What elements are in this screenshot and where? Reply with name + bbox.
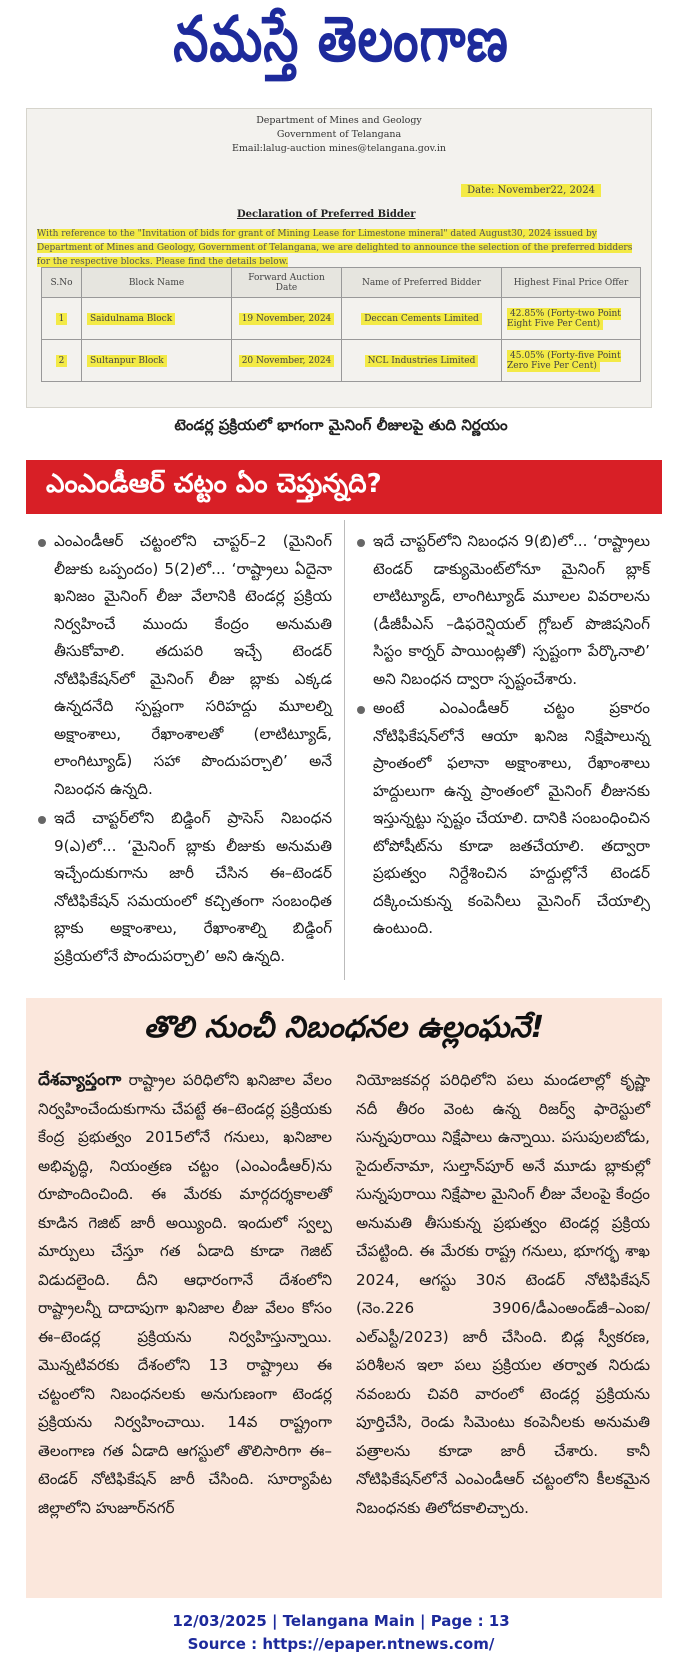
section-heading-mmdr: ఎంఎండీఆర్ చట్టం ఏం చెప్తున్నది?: [26, 460, 662, 514]
dept-email: Email:lalug-auction mines@telangana.gov.in: [231, 143, 447, 154]
cell-date: 19 November, 2024: [232, 298, 342, 340]
cell-date: 20 November, 2024: [232, 340, 342, 382]
document-date: Date: November22, 2024: [461, 184, 601, 197]
header-sno: S.No: [42, 268, 82, 298]
cell-price: 45.05% (Forty-five Point Zero Five Per Cent): [502, 340, 641, 382]
cell-price: 42.85% (Forty-two Point Eight Five Per Cent): [502, 298, 641, 340]
bidder-table: [41, 267, 641, 382]
right-column: [344, 1066, 662, 1522]
bullet-paragraph: ఎంఎండీఆర్ చట్టంలోని చాప్టర్–2 (మైనింగ్ లీజుకు ఒప్పందం) 5(2)లో... ‘రాష్ట్రాలు ఏదైనా ఖనిజం మైనింగ్ లీజు వేలానికి టెండర్ల ప్రక్రియ నిర్వహించే ముందు కేంద్రం అనుమతి తీసుకోవాలి. తదుపరి ఇచ్చే టెండర్ నోటిఫికేషన్‌లో మైనింగ్ లీజు బ్లాకు ఎక్కడ ఉన్నదనేది స్పష్టంగా సరిహద్దు మూలల్ని అక్షాంశాలు, రేఖాంశాలతో (లాటిట్యూడ్, లాంగిట్యూడ్) సహా పొందుపర్చాలి’ అనే నిబంధన ఉన్నది.: [36, 528, 332, 803]
footer-date-page: 12/03/2025 | Telangana Main | Page : 13: [172, 1612, 510, 1630]
table-row: [42, 298, 641, 340]
left-column: [26, 520, 344, 980]
footer-source: Source : https://epaper.ntnews.com/: [187, 1635, 495, 1653]
dept-name: Department of Mines and Geology: [256, 115, 422, 126]
header-bidder: Name of Preferred Bidder: [342, 268, 502, 298]
page-footer: [0, 1610, 682, 1656]
cell-bidder: NCL Industries Limited: [342, 340, 502, 382]
bullet-paragraph: ఇదే చాప్టర్‌లోని బిడ్డింగ్ ప్రాసెస్ నిబంధన 9(ఎ)లో... ‘మైనింగ్ బ్లాకు లీజుకు అనుమతి ఇచ్చేందుకుగాను జారీ చేసిన ఈ–టెండర్ నోటిఫికేషన్ సమయంలో కచ్చితంగా సంబంధిత బ్లాకు అక్షాంశాలు, రేఖాంశాల్ని బిడ్డింగ్ ప్రక్రియలోనే పొందుపర్చాలి’ అని ఉన్నది.: [36, 805, 332, 970]
photo-caption: టెండర్ల ప్రక్రియలో భాగంగా మైనింగ్ లీజులపై తుది నిర్ణయం: [174, 416, 508, 434]
newspaper-title: నమస్తే తెలంగాణ: [173, 3, 509, 76]
declaration-heading: Declaration of Preferred Bidder: [237, 209, 416, 220]
section-mmdr-body: [26, 520, 662, 980]
header-date: Forward Auction Date: [232, 268, 342, 298]
cell-sno: 1: [42, 298, 82, 340]
cell-block: Sultanpur Block: [82, 340, 232, 382]
left-column: [26, 1066, 344, 1522]
header-block: Block Name: [82, 268, 232, 298]
cell-sno: 2: [42, 340, 82, 382]
header-price: Highest Final Price Offer: [502, 268, 641, 298]
table-row: [42, 340, 641, 382]
table-header-row: [42, 268, 641, 298]
right-column: [344, 520, 662, 980]
masthead: [0, 0, 682, 95]
cell-block: Saidulnama Block: [82, 298, 232, 340]
lead-word: దేశవ్యాప్తంగా: [38, 1070, 122, 1090]
bullet-paragraph: ఇదే చాప్టర్‌లోని నిబంధన 9(బి)లో... ‘రాష్ట్రాలు టెండర్ డాక్యుమెంట్‌లోనూ మైనింగ్ బ్లాక్ లాటిట్యూడ్, లాంగిట్యూడ్ మూలల వివరాలను (డీజీపీఎస్ –డిఫరెన్షియల్ గ్లోబల్ పొజిషనింగ్ సిస్టం కార్నర్ పాయింట్లతో) స్పష్టంగా పేర్కొనాలి’ అని నిబంధన ద్వారా స్పష్టంచేశారు.: [355, 528, 650, 693]
cell-bidder: Deccan Cements Limited: [342, 298, 502, 340]
article-paragraph: నియోజకవర్గ పరిధిలోని పలు మండలాల్లో కృష్ణా నదీ తీరం వెంట ఉన్న రిజర్వ్ ఫారెస్టులో సున్నపురాయి నిక్షేపాలు ఉన్నాయి. పసుపులబోడు, సైదుల్‌నామా, సుల్తాన్‌పూర్ అనే మూడు బ్లాకుల్లో సున్నపురాయి నిక్షేపాల మైనింగ్ లీజు వేలంపై కేంద్రం అనుమతి తీసుకున్న ప్రభుత్వం టెండర్ల ప్రక్రియ చేపట్టింది. ఈ మేరకు రాష్ట్ర గనులు, భూగర్భ శాఖ 2024, ఆగస్టు 30న టెండర్ నోటిఫికేషన్ (నెం.226 3906/డీఎంఅండ్‌జీ–ఎంఐ/ఎల్‌ఎస్టీ/2023) జారీ చేసింది. బిడ్ల స్వీకరణ, పరిశీలన ఇలా పలు ప్రక్రియల తర్వాత నిరుడు నవంబరు చివరి వారంలో టెండర్ల ప్రక్రియను పూర్తిచేసి, రెండు సిమెంటు కంపెనీలకు అనుమతి పత్రాలను కూడా జారీ చేశారు. కానీ నోటిఫికేషన్‌లోనే ఎంఎండీఆర్ చట్టంలోని కీలకమైన నిబంధనకు తిలోదకాలిచ్చారు.: [356, 1071, 650, 1517]
section-violations: [26, 998, 662, 1598]
bullet-paragraph: అంటే ఎంఎండీఆర్ చట్టం ప్రకారం నోటిఫికేషన్‌లోనే ఆయా ఖనిజ నిక్షేపాలున్న ప్రాంతంలో ఫలానా అక్షాంశాలు, రేఖాంశాలు హద్దులుగా ఉన్న ప్రాంతంలో మైనింగ్ లీజునకు ఇస్తున్నట్టు స్పష్టం చేయాలి. దానికి సంబంధించిన టోపోషీట్‌ను కూడా జతచేయాలి. తద్వారా ప్రభుత్వం నిర్దేశించిన హద్దుల్లోనే టెండర్ దక్కించుకున్న కంపెనీలు మైనింగ్ చేయాల్సి ఉంటుంది.: [355, 695, 650, 943]
article-paragraph: దేశవ్యాప్తంగా రాష్ట్రాల పరిధిలోని ఖనిజాల వేలం నిర్వహించేందుకుగాను చేపట్టే ఈ–టెండర్ల ప్రక్రియకు కేంద్ర ప్రభుత్వం 2015లోనే గనులు, ఖనిజాల అభివృద్ధి, నియంత్రణ చట్టం (ఎంఎండీఆర్)ను రూపొందించింది. ఈ మేరకు మార్గదర్శకాలతో కూడిన గెజిట్ జారీ అయ్యింది. ఇందులో స్వల్ప మార్పులు చేస్తూ గత ఏడాది కూడా గెజిట్ విడుదలైంది. దీని ఆధారంగానే దేశంలోని రాష్ట్రాలన్నీ దాదాపుగా ఖనిజాల లీజు వేలం కోసం ఈ–టెండర్ల ప్రక్రియను నిర్వహిస్తున్నాయి. మొన్నటివరకు దేశంలోని 13 రాష్ట్రాలు ఈ చట్టంలోని నిబంధనలకు అనుగుణంగా టెండర్ల ప్రక్రియను నిర్వహించాయి. 14వ రాష్ట్రంగా తెలంగాణ గత ఏడాది ఆగస్టులో తొలిసారిగా ఈ–టెండర్ నోటిఫికేషన్ జారీ చేసింది. సూర్యాపేట జిల్లాలోని హుజూర్‌నగర్: [38, 1070, 332, 1517]
document-photo: [26, 108, 652, 408]
section-heading-violations: తొలి నుంచీ నిబంధనల ఉల్లంఘనే!: [143, 1010, 545, 1045]
govt-name: Government of Telangana: [276, 129, 402, 140]
declaration-intro: With reference to the "Invitation of bids for grant of Mining Lease for Limestone mineral" dated August30, 2024 issued by Department of Mines and Geology, Government of Telangana, we are delighted to announce the selection of the preferred bidders for the respective blocks. Please find the details below.: [37, 229, 633, 267]
